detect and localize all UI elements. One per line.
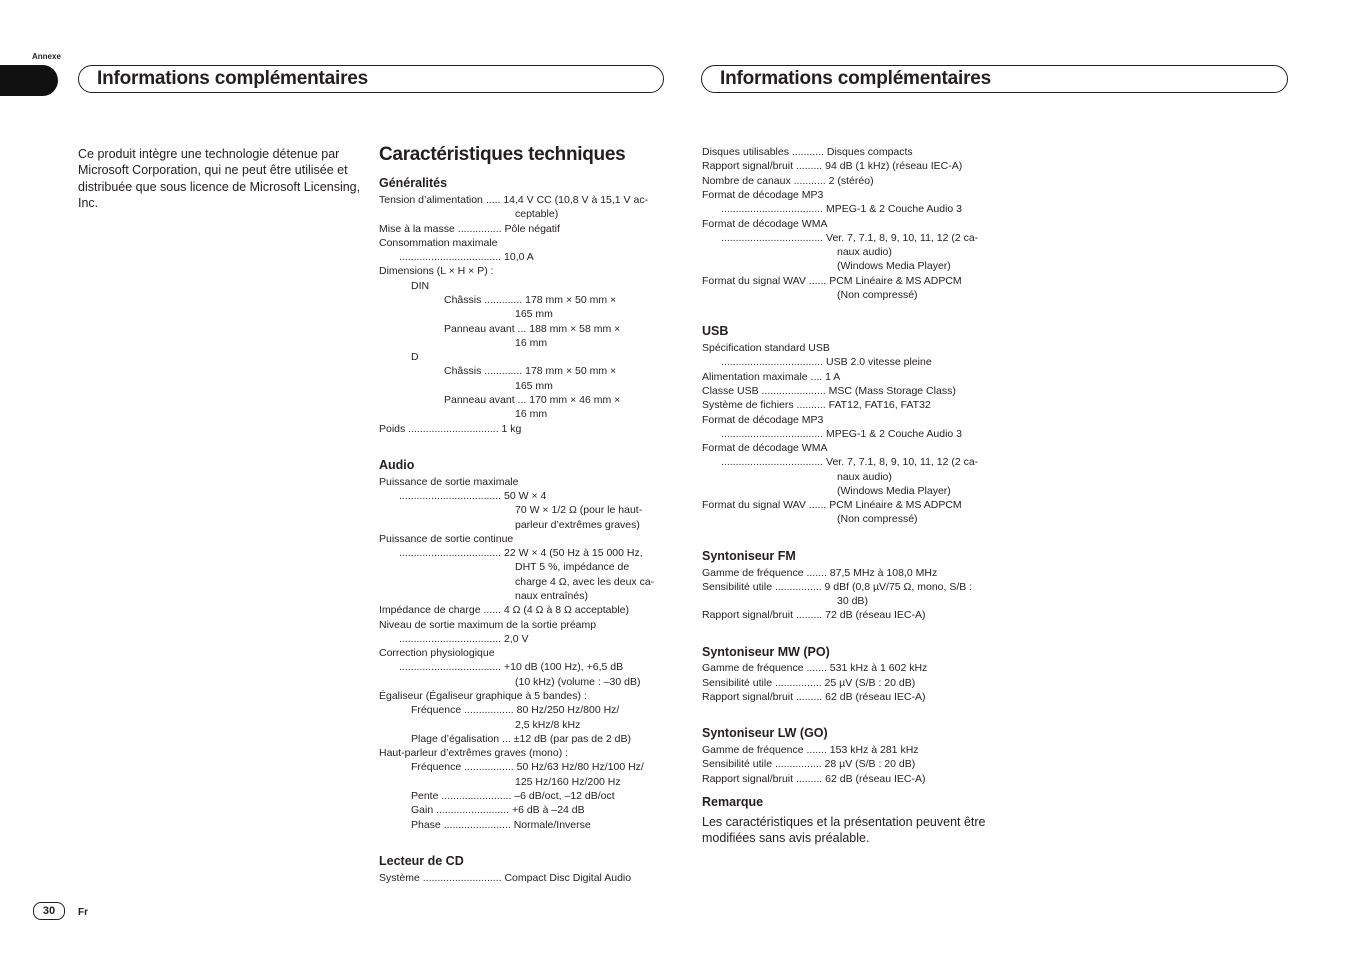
- spec-line: Nombre de canaux ........... 2 (stéréo): [702, 175, 874, 187]
- spec-line: (Windows Media Player): [837, 260, 951, 272]
- spec-line: ................................... Ver. 7, 7.1, 8, 9, 10, 11, 12 (2 ca-: [721, 232, 979, 244]
- spec-line: ................................... 2,0 V: [399, 633, 529, 645]
- spec-line: Sensibilité utile ................ 28 µV (S/B : 20 dB): [702, 758, 916, 770]
- spec-line: Impédance de charge ...... 4 Ω (4 Ω à 8 Ω acceptable): [379, 604, 630, 616]
- spec-line: 2,5 kHz/8 kHz: [515, 719, 581, 731]
- spec-line: Format du signal WAV ...... PCM Linéaire & MS ADPCM: [702, 499, 962, 511]
- spec-line: ceptable): [515, 208, 559, 220]
- spec-line: Châssis ............. 178 mm × 50 mm ×: [444, 365, 617, 377]
- spec-line: Puissance de sortie continue: [379, 533, 514, 545]
- spec-line: Phase ....................... Normale/Inverse: [411, 819, 591, 831]
- section-tab-marker: [0, 65, 58, 96]
- spec-line: Niveau de sortie maximum de la sortie préamp: [379, 619, 597, 631]
- spec-line: Rapport signal/bruit ......... 62 dB (réseau IEC-A): [702, 691, 926, 703]
- spec-line: Gamme de fréquence ....... 531 kHz à 1 602 kHz: [702, 662, 928, 674]
- header-right-title: Informations complémentaires: [720, 68, 992, 89]
- spec-line: 165 mm: [515, 380, 553, 392]
- heading-audio: Audio: [379, 458, 415, 472]
- spec-line: Haut-parleur d’extrêmes graves (mono) :: [379, 747, 569, 759]
- header-right: [701, 65, 1288, 93]
- spec-line: ................................... 22 W × 4 (50 Hz à 15 000 Hz,: [399, 547, 643, 559]
- spec-line: Sensibilité utile ................ 9 dBf (0,8 µV/75 Ω, mono, S/B :: [702, 581, 973, 593]
- spec-line: naux audio): [837, 246, 892, 258]
- header-left-title: Informations complémentaires: [97, 68, 369, 89]
- spec-line: Pente ........................ –6 dB/oct, –12 dB/oct: [411, 790, 615, 802]
- spec-line: (10 kHz) (volume : –30 dB): [515, 676, 641, 688]
- spec-line: Format du signal WAV ...... PCM Linéaire & MS ADPCM: [702, 275, 962, 287]
- spec-line: 30 dB): [837, 595, 868, 607]
- specs-title: Caractéristiques techniques: [379, 144, 626, 165]
- spec-line: naux entraînés): [515, 590, 588, 602]
- spec-line: Format de décodage MP3: [702, 189, 824, 201]
- spec-line: Rapport signal/bruit ......... 72 dB (réseau IEC-A): [702, 609, 926, 621]
- heading-remarque: Remarque: [702, 795, 764, 809]
- header-left: [78, 65, 664, 93]
- page-number: 30: [33, 902, 65, 920]
- spec-line: Système de fichiers .......... FAT12, FAT16, FAT32: [702, 399, 931, 411]
- spec-line: Sensibilité utile ................ 25 µV (S/B : 20 dB): [702, 677, 916, 689]
- spec-line: Gain ......................... +6 dB à –24 dB: [411, 804, 585, 816]
- spec-line: Disques utilisables ........... Disques compacts: [702, 146, 913, 158]
- spec-line: Fréquence ................. 50 Hz/63 Hz/80 Hz/100 Hz/: [411, 761, 644, 773]
- spec-line: Châssis ............. 178 mm × 50 mm ×: [444, 294, 617, 306]
- spec-line: Gamme de fréquence ....... 153 kHz à 281 kHz: [702, 744, 919, 756]
- remarque-text: Les caractéristiques et la présentation peuvent être modifiées sans avis préalable.: [702, 815, 986, 846]
- spec-line: ................................... +10 dB (100 Hz), +6,5 dB: [399, 661, 624, 673]
- spec-line: ................................... 50 W × 4: [399, 490, 547, 502]
- spec-line: Correction physiologique: [379, 647, 495, 659]
- spec-line: Consommation maximale: [379, 237, 498, 249]
- heading-lw: Syntoniseur LW (GO): [702, 726, 828, 740]
- spec-line: ................................... Ver. 7, 7.1, 8, 9, 10, 11, 12 (2 ca-: [721, 456, 979, 468]
- spec-line: ................................... MPEG-1 & 2 Couche Audio 3: [721, 203, 963, 215]
- spec-line: (Non compressé): [837, 289, 918, 301]
- spec-line: Alimentation maximale .... 1 A: [702, 371, 841, 383]
- spec-line: Égaliseur (Égaliseur graphique à 5 bandes) :: [379, 690, 587, 702]
- spec-line: DHT 5 %, impédance de: [515, 561, 630, 573]
- spec-line: Panneau avant ... 188 mm × 58 mm ×: [444, 323, 621, 335]
- spec-line: DIN: [411, 280, 430, 292]
- spec-line: parleur d’extrêmes graves): [515, 519, 640, 531]
- spec-line: (Non compressé): [837, 513, 918, 525]
- spec-line: 70 W × 1/2 Ω (pour le haut-: [515, 504, 643, 516]
- spec-line: 165 mm: [515, 308, 553, 320]
- spec-line: Puissance de sortie maximale: [379, 476, 519, 488]
- spec-line: ................................... USB 2.0 vitesse pleine: [721, 356, 932, 368]
- heading-mw: Syntoniseur MW (PO): [702, 645, 830, 659]
- spec-line: Rapport signal/bruit ......... 62 dB (réseau IEC-A): [702, 773, 926, 785]
- spec-line: 16 mm: [515, 337, 548, 349]
- spec-line: naux audio): [837, 471, 892, 483]
- spec-line: (Windows Media Player): [837, 485, 951, 497]
- spec-line: Spécification standard USB: [702, 342, 830, 354]
- language-code: Fr: [78, 907, 88, 918]
- spec-line: ................................... MPEG-1 & 2 Couche Audio 3: [721, 428, 963, 440]
- spec-line: 125 Hz/160 Hz/200 Hz: [515, 776, 621, 788]
- spec-line: Système ........................... Compact Disc Digital Audio: [379, 872, 632, 884]
- section-tab-label: Annexe: [32, 52, 61, 61]
- spec-line: Panneau avant ... 170 mm × 46 mm ×: [444, 394, 621, 406]
- heading-lecteur-cd: Lecteur de CD: [379, 854, 464, 868]
- spec-line: Dimensions (L × H × P) :: [379, 265, 494, 277]
- spec-line: Format de décodage WMA: [702, 442, 828, 454]
- spec-line: Poids ............................... 1 kg: [379, 423, 522, 435]
- intro-paragraph: Ce produit intègre une technologie détenue par Microsoft Corporation, qui ne peut être utilisée et distribuée que sous licence de Microsoft Licensing, Inc.: [78, 147, 361, 211]
- heading-fm: Syntoniseur FM: [702, 549, 796, 563]
- spec-line: Format de décodage WMA: [702, 218, 828, 230]
- spec-line: charge 4 Ω, avec les deux ca-: [515, 576, 655, 588]
- spec-line: Gamme de fréquence ....... 87,5 MHz à 108,0 MHz: [702, 567, 938, 579]
- spec-line: Mise à la masse ............... Pôle négatif: [379, 223, 560, 235]
- spec-line: Rapport signal/bruit ......... 94 dB (1 kHz) (réseau IEC-A): [702, 160, 963, 172]
- spec-line: Fréquence ................. 80 Hz/250 Hz/800 Hz/: [411, 704, 620, 716]
- spec-line: Plage d’égalisation ... ±12 dB (par pas de 2 dB): [411, 733, 631, 745]
- spec-line: ................................... 10,0 A: [399, 251, 534, 263]
- heading-usb: USB: [702, 324, 729, 338]
- spec-line: 16 mm: [515, 408, 548, 420]
- spec-line: Classe USB ...................... MSC (Mass Storage Class): [702, 385, 956, 397]
- spec-line: Tension d’alimentation ..... 14,4 V CC (10,8 V à 15,1 V ac-: [379, 194, 649, 206]
- heading-generalites: Généralités: [379, 176, 448, 190]
- spec-line: D: [411, 351, 419, 363]
- spec-line: Format de décodage MP3: [702, 414, 824, 426]
